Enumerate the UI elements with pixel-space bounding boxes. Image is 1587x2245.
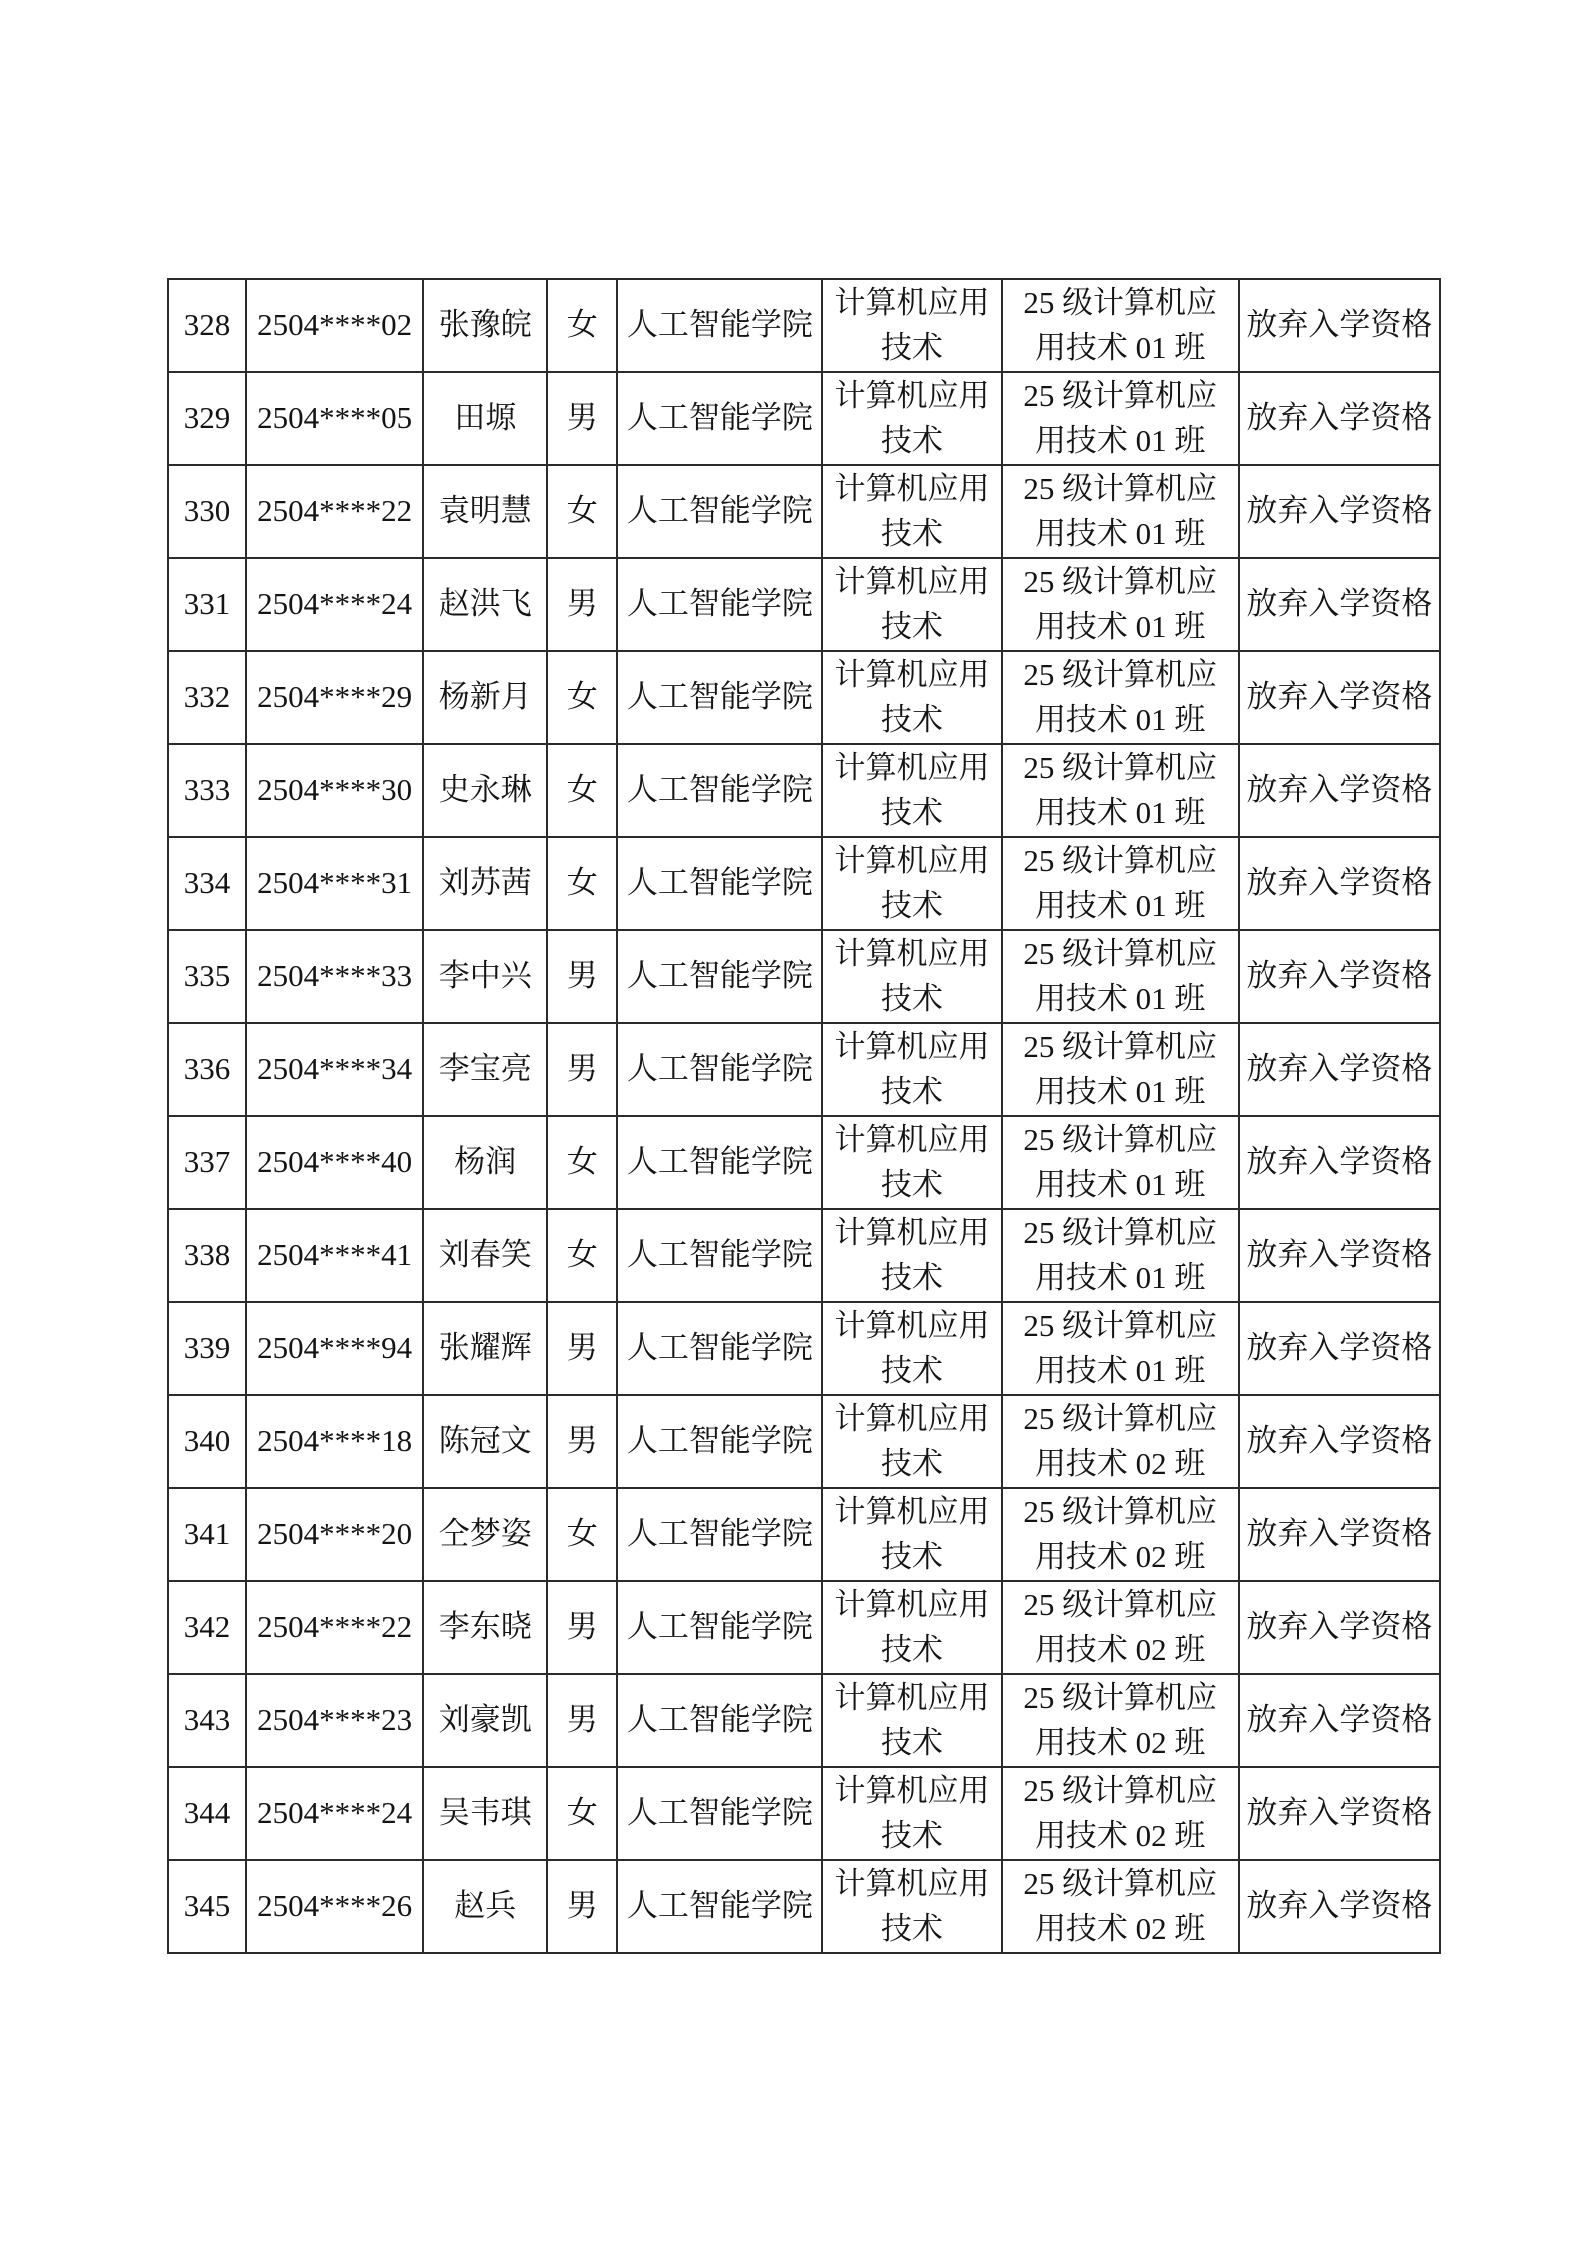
cell-status: 放弃入学资格 [1239,1581,1440,1674]
cell-gender: 男 [547,1860,617,1953]
cell-college: 人工智能学院 [617,465,822,558]
cell-student-id: 2504****31 [246,837,423,930]
cell-name: 史永琳 [423,744,547,837]
cell-status: 放弃入学资格 [1239,930,1440,1023]
cell-gender: 女 [547,1767,617,1860]
cell-row-number: 333 [168,744,246,837]
cell-student-id: 2504****24 [246,558,423,651]
cell-gender: 男 [547,1395,617,1488]
cell-gender: 女 [547,465,617,558]
cell-class: 25 级计算机应用技术 01 班 [1002,465,1239,558]
cell-status: 放弃入学资格 [1239,1860,1440,1953]
cell-row-number: 332 [168,651,246,744]
cell-row-number: 337 [168,1116,246,1209]
cell-gender: 男 [547,372,617,465]
cell-gender: 男 [547,930,617,1023]
cell-class: 25 级计算机应用技术 01 班 [1002,837,1239,930]
cell-class: 25 级计算机应用技术 01 班 [1002,930,1239,1023]
cell-class: 25 级计算机应用技术 02 班 [1002,1581,1239,1674]
table-row [168,1860,1440,1953]
cell-gender: 女 [547,744,617,837]
table-row [168,837,1440,930]
cell-name: 赵洪飞 [423,558,547,651]
cell-status: 放弃入学资格 [1239,1116,1440,1209]
cell-college: 人工智能学院 [617,1302,822,1395]
cell-name: 张耀辉 [423,1302,547,1395]
cell-class: 25 级计算机应用技术 01 班 [1002,372,1239,465]
cell-student-id: 2504****18 [246,1395,423,1488]
cell-college: 人工智能学院 [617,837,822,930]
cell-major: 计算机应用技术 [822,1581,1001,1674]
cell-class: 25 级计算机应用技术 02 班 [1002,1674,1239,1767]
cell-name: 吴韦琪 [423,1767,547,1860]
cell-name: 杨新月 [423,651,547,744]
cell-status: 放弃入学资格 [1239,1023,1440,1116]
cell-gender: 女 [547,1116,617,1209]
cell-college: 人工智能学院 [617,1488,822,1581]
cell-name: 刘豪凯 [423,1674,547,1767]
cell-major: 计算机应用技术 [822,558,1001,651]
cell-college: 人工智能学院 [617,279,822,372]
cell-class: 25 级计算机应用技术 02 班 [1002,1488,1239,1581]
cell-row-number: 339 [168,1302,246,1395]
cell-name: 张豫皖 [423,279,547,372]
cell-college: 人工智能学院 [617,1767,822,1860]
cell-class: 25 级计算机应用技术 01 班 [1002,558,1239,651]
cell-name: 陈冠文 [423,1395,547,1488]
cell-student-id: 2504****41 [246,1209,423,1302]
cell-student-id: 2504****22 [246,465,423,558]
cell-status: 放弃入学资格 [1239,837,1440,930]
cell-status: 放弃入学资格 [1239,558,1440,651]
cell-class: 25 级计算机应用技术 01 班 [1002,279,1239,372]
cell-student-id: 2504****26 [246,1860,423,1953]
cell-major: 计算机应用技术 [822,744,1001,837]
cell-college: 人工智能学院 [617,1395,822,1488]
cell-class: 25 级计算机应用技术 01 班 [1002,1116,1239,1209]
cell-row-number: 334 [168,837,246,930]
cell-major: 计算机应用技术 [822,1302,1001,1395]
cell-name: 仝梦姿 [423,1488,547,1581]
cell-name: 李中兴 [423,930,547,1023]
cell-college: 人工智能学院 [617,1023,822,1116]
table-row [168,1302,1440,1395]
student-table-body [168,279,1440,1953]
cell-college: 人工智能学院 [617,651,822,744]
cell-status: 放弃入学资格 [1239,1395,1440,1488]
cell-student-id: 2504****22 [246,1581,423,1674]
cell-row-number: 329 [168,372,246,465]
cell-major: 计算机应用技术 [822,279,1001,372]
cell-row-number: 338 [168,1209,246,1302]
cell-row-number: 341 [168,1488,246,1581]
cell-status: 放弃入学资格 [1239,279,1440,372]
table-row [168,1767,1440,1860]
cell-major: 计算机应用技术 [822,651,1001,744]
cell-name: 李宝亮 [423,1023,547,1116]
cell-gender: 男 [547,1674,617,1767]
table-row [168,744,1440,837]
cell-name: 杨润 [423,1116,547,1209]
cell-name: 田塬 [423,372,547,465]
cell-college: 人工智能学院 [617,1209,822,1302]
cell-college: 人工智能学院 [617,744,822,837]
cell-student-id: 2504****23 [246,1674,423,1767]
cell-status: 放弃入学资格 [1239,651,1440,744]
cell-gender: 女 [547,1209,617,1302]
cell-row-number: 330 [168,465,246,558]
cell-student-id: 2504****24 [246,1767,423,1860]
table-row [168,279,1440,372]
cell-student-id: 2504****34 [246,1023,423,1116]
cell-student-id: 2504****20 [246,1488,423,1581]
cell-college: 人工智能学院 [617,1860,822,1953]
cell-college: 人工智能学院 [617,558,822,651]
cell-major: 计算机应用技术 [822,1116,1001,1209]
cell-row-number: 331 [168,558,246,651]
cell-class: 25 级计算机应用技术 01 班 [1002,1023,1239,1116]
cell-row-number: 342 [168,1581,246,1674]
cell-row-number: 328 [168,279,246,372]
cell-status: 放弃入学资格 [1239,372,1440,465]
table-row [168,372,1440,465]
cell-major: 计算机应用技术 [822,1488,1001,1581]
cell-gender: 女 [547,837,617,930]
cell-class: 25 级计算机应用技术 01 班 [1002,744,1239,837]
cell-college: 人工智能学院 [617,1674,822,1767]
cell-row-number: 344 [168,1767,246,1860]
cell-name: 袁明慧 [423,465,547,558]
cell-class: 25 级计算机应用技术 02 班 [1002,1395,1239,1488]
cell-college: 人工智能学院 [617,1581,822,1674]
cell-gender: 女 [547,651,617,744]
cell-class: 25 级计算机应用技术 01 班 [1002,1302,1239,1395]
cell-status: 放弃入学资格 [1239,1767,1440,1860]
table-row [168,558,1440,651]
cell-student-id: 2504****30 [246,744,423,837]
cell-row-number: 340 [168,1395,246,1488]
cell-major: 计算机应用技术 [822,930,1001,1023]
cell-gender: 女 [547,1488,617,1581]
cell-major: 计算机应用技术 [822,1674,1001,1767]
table-row [168,930,1440,1023]
table-row [168,1674,1440,1767]
cell-student-id: 2504****94 [246,1302,423,1395]
table-row [168,1209,1440,1302]
cell-student-id: 2504****29 [246,651,423,744]
cell-status: 放弃入学资格 [1239,1674,1440,1767]
cell-status: 放弃入学资格 [1239,465,1440,558]
cell-row-number: 336 [168,1023,246,1116]
cell-row-number: 345 [168,1860,246,1953]
table-row [168,465,1440,558]
cell-status: 放弃入学资格 [1239,1209,1440,1302]
cell-gender: 男 [547,1302,617,1395]
cell-major: 计算机应用技术 [822,1767,1001,1860]
cell-major: 计算机应用技术 [822,1023,1001,1116]
cell-student-id: 2504****40 [246,1116,423,1209]
cell-name: 李东晓 [423,1581,547,1674]
table-row [168,651,1440,744]
student-roster-table [167,278,1441,1954]
cell-class: 25 级计算机应用技术 02 班 [1002,1860,1239,1953]
cell-row-number: 343 [168,1674,246,1767]
cell-major: 计算机应用技术 [822,1209,1001,1302]
cell-class: 25 级计算机应用技术 01 班 [1002,651,1239,744]
cell-name: 刘苏茜 [423,837,547,930]
table-row [168,1488,1440,1581]
cell-row-number: 335 [168,930,246,1023]
table-row [168,1023,1440,1116]
cell-class: 25 级计算机应用技术 01 班 [1002,1209,1239,1302]
cell-gender: 男 [547,558,617,651]
cell-student-id: 2504****05 [246,372,423,465]
table-row [168,1395,1440,1488]
cell-major: 计算机应用技术 [822,465,1001,558]
cell-college: 人工智能学院 [617,930,822,1023]
cell-major: 计算机应用技术 [822,837,1001,930]
cell-name: 刘春笑 [423,1209,547,1302]
cell-college: 人工智能学院 [617,1116,822,1209]
cell-major: 计算机应用技术 [822,1860,1001,1953]
cell-class: 25 级计算机应用技术 02 班 [1002,1767,1239,1860]
cell-college: 人工智能学院 [617,372,822,465]
table-row [168,1581,1440,1674]
cell-status: 放弃入学资格 [1239,1302,1440,1395]
cell-status: 放弃入学资格 [1239,1488,1440,1581]
cell-gender: 女 [547,279,617,372]
cell-major: 计算机应用技术 [822,372,1001,465]
cell-student-id: 2504****02 [246,279,423,372]
cell-gender: 男 [547,1581,617,1674]
cell-student-id: 2504****33 [246,930,423,1023]
cell-gender: 男 [547,1023,617,1116]
cell-status: 放弃入学资格 [1239,744,1440,837]
cell-name: 赵兵 [423,1860,547,1953]
table-row [168,1116,1440,1209]
cell-major: 计算机应用技术 [822,1395,1001,1488]
